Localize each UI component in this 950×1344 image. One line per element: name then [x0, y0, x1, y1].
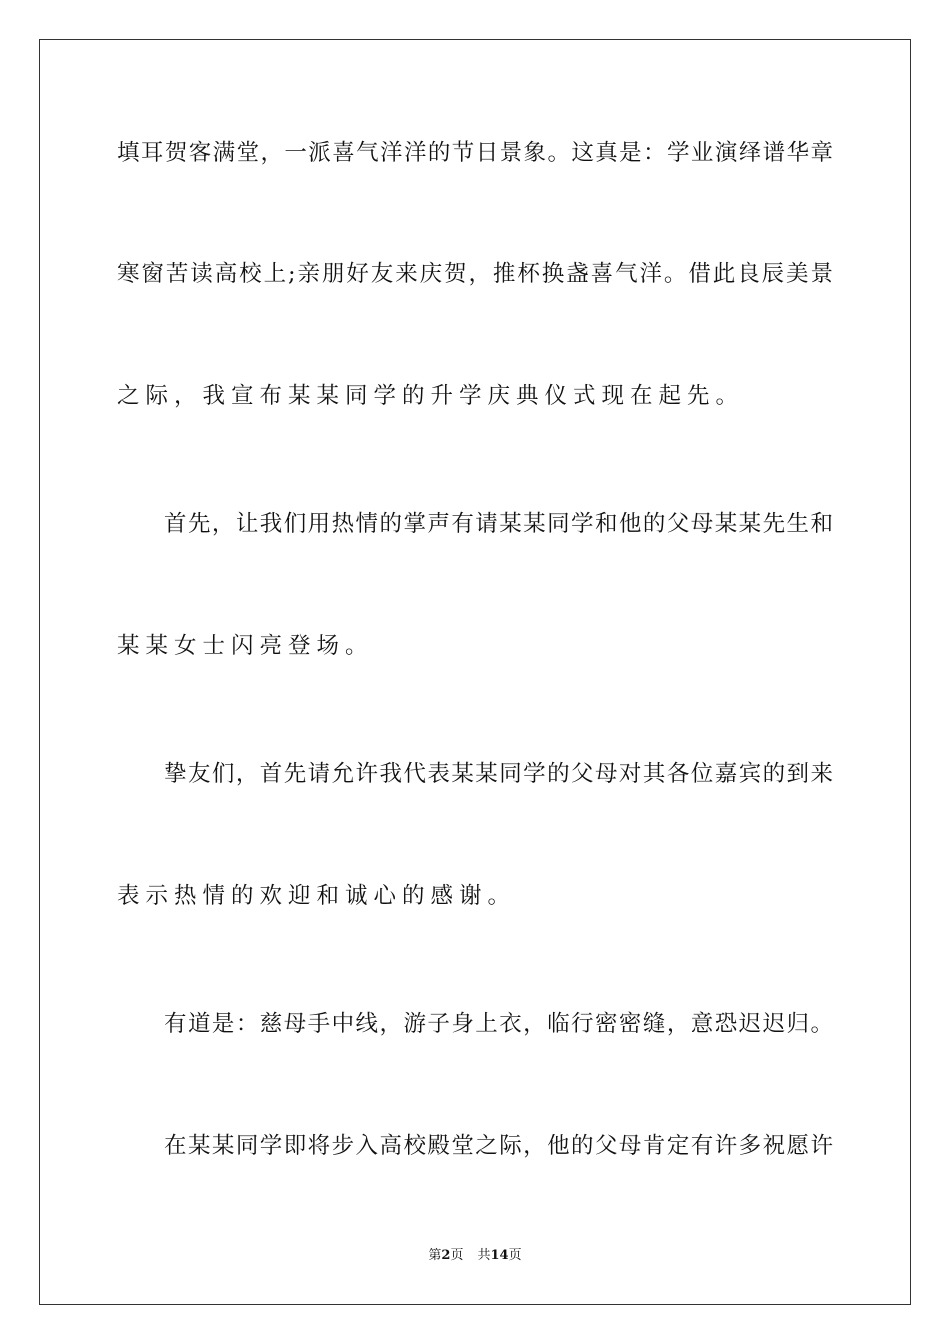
body-line-4: 首先，让我们用热情的掌声有请某某同学和他的父母某某先生和 [164, 511, 833, 537]
page-footer [0, 1247, 950, 1265]
body-line-8: 有道是：慈母手中线，游子身上衣，临行密密缝，意恐迟迟归。 [164, 1011, 833, 1037]
body-line-7: 表示热情的欢迎和诚心的感谢。 [117, 883, 517, 909]
total-pages: 14 [490, 1248, 509, 1263]
body-line-9: 在某某同学即将步入高校殿堂之际，他的父母肯定有许多祝愿许 [164, 1133, 833, 1159]
total-suffix: 页 [508, 1248, 522, 1263]
body-line-3: 之际，我宣布某某同学的升学庆典仪式现在起先。 [117, 383, 745, 409]
page-prefix: 第 [428, 1248, 442, 1263]
body-line-5: 某某女士闪亮登场。 [117, 633, 374, 659]
body-line-6: 挚友们，首先请允许我代表某某同学的父母对其各位嘉宾的到来 [164, 761, 833, 787]
page-suffix: 页 [450, 1248, 464, 1263]
body-line-2: 寒窗苦读高校上;亲朋好友来庆贺，推杯换盏喜气洋。借此良辰美景 [117, 261, 833, 287]
total-prefix: 共 [477, 1248, 491, 1263]
body-line-1: 填耳贺客满堂，一派喜气洋洋的节日景象。这真是：学业演绎谱华章 [117, 140, 833, 166]
page-frame [39, 39, 911, 1305]
page-number: 2 [441, 1248, 451, 1263]
